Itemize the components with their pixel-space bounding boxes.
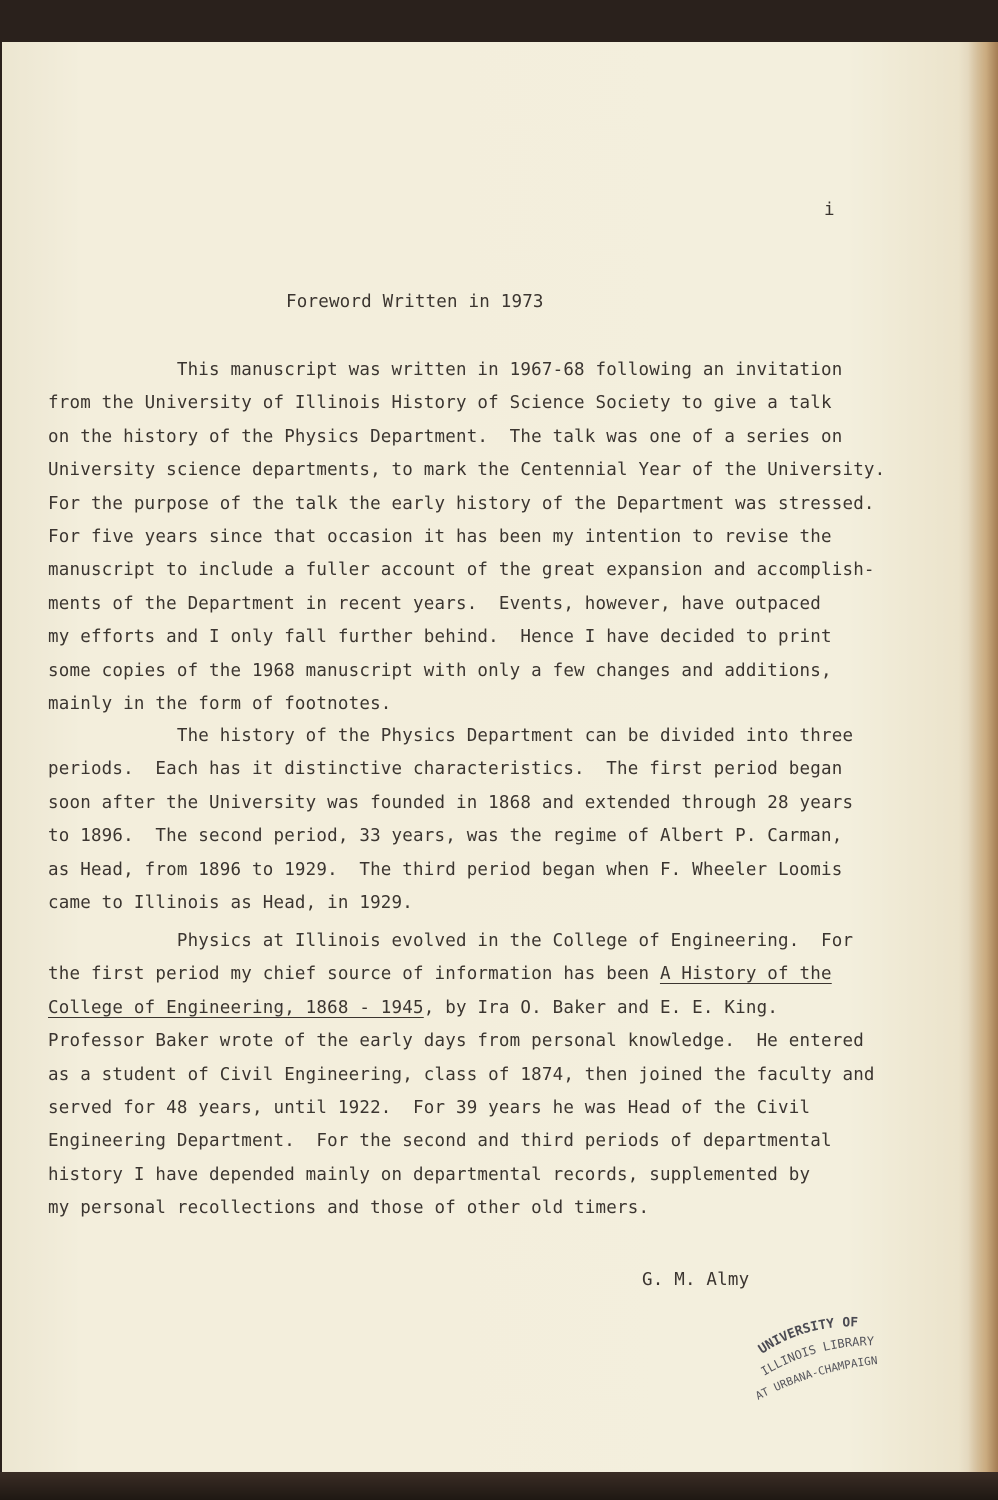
text-line <box>48 726 853 746</box>
underlined-title-segment: College of Engineering, 1868 - 1945 <box>48 997 424 1018</box>
text-segment: ments of the Department in recent years. Events, however, have outpaced <box>48 593 821 614</box>
stamp-line-2: ILLINOIS LIBRARY <box>758 1334 875 1379</box>
text-segment: manuscript to include a fuller account of the great expansion and accomplish- <box>48 560 875 581</box>
text-line <box>48 627 832 647</box>
text-line <box>48 1065 875 1085</box>
signature: G. M. Almy <box>642 1270 750 1290</box>
text-segment: history I have depended mainly on departmental records, supplemented by <box>48 1164 811 1185</box>
text-line <box>48 360 842 380</box>
text-segment: Physics at Illinois evolved in the College of Engineering. For <box>48 931 854 951</box>
text-line <box>48 393 832 413</box>
library-stamp <box>750 1310 920 1406</box>
text-line <box>48 1165 810 1185</box>
stamp-line-3: AT URBANA-CHAMPAIGN <box>753 1353 879 1403</box>
text-line <box>48 1098 810 1118</box>
text-segment: Engineering Department. For the second and third periods of departmental <box>48 1131 832 1152</box>
library-stamp-graphic <box>750 1310 920 1406</box>
text-line <box>48 893 413 913</box>
text-line <box>48 931 853 951</box>
text-line <box>48 460 885 480</box>
text-line <box>48 1031 864 1051</box>
text-line <box>48 594 821 614</box>
text-line <box>48 427 842 447</box>
text-line <box>48 661 832 681</box>
text-segment: came to Illinois as Head, in 1929. <box>48 893 414 913</box>
text-segment: the first period my chief source of information has been <box>48 964 660 985</box>
text-line <box>48 793 853 813</box>
text-line <box>48 826 842 846</box>
text-line <box>48 1198 649 1218</box>
text-line <box>48 998 778 1018</box>
scan-bottom-edge <box>0 1472 998 1500</box>
text-line <box>48 560 875 580</box>
text-line <box>48 860 842 880</box>
text-segment: my personal recollections and those of other old timers. <box>48 1198 650 1219</box>
text-segment: For the purpose of the talk the early history of the Department was stressed. <box>48 493 875 514</box>
text-line <box>48 494 875 514</box>
text-line <box>48 964 832 984</box>
text-segment: For five years since that occasion it has been my intention to revise the <box>48 527 832 547</box>
document-page <box>2 42 998 1472</box>
page-edge-shadow <box>968 42 998 1472</box>
text-line <box>48 1131 832 1151</box>
text-segment: as Head, from 1896 to 1929. The third period began when F. Wheeler Loomis <box>48 859 843 880</box>
text-segment: to 1896. The second period, 33 years, was the regime of Albert P. Carman, <box>48 826 843 847</box>
text-segment: The history of the Physics Department can be divided into three <box>48 726 854 746</box>
stamp-line-1: UNIVERSITY OF <box>755 1315 859 1358</box>
text-segment: University science departments, to mark the Centennial Year of the University. <box>48 460 886 481</box>
text-line <box>48 759 842 779</box>
page-title: Foreword Written in 1973 <box>286 292 544 312</box>
text-segment: some copies of the 1968 manuscript with only a few changes and additions, <box>48 660 832 681</box>
text-segment: mainly in the form of footnotes. <box>48 694 392 714</box>
text-segment: periods. Each has it distinctive characteristics. The first period began <box>48 759 843 780</box>
text-segment: on the history of the Physics Department. The talk was one of a series on <box>48 426 843 447</box>
page-number: i <box>824 200 835 220</box>
text-segment: This manuscript was written in 1967-68 following an invitation <box>48 360 843 380</box>
text-segment: my efforts and I only fall further behind. Hence I have decided to print <box>48 627 832 648</box>
text-segment: as a student of Civil Engineering, class of 1874, then joined the faculty and <box>48 1064 875 1085</box>
text-segment: served for 48 years, until 1922. For 39 years he was Head of the Civil <box>48 1098 811 1118</box>
text-segment: from the University of Illinois History of Science Society to give a talk <box>48 393 832 414</box>
text-line <box>48 527 832 547</box>
text-line <box>48 694 392 714</box>
underlined-title-segment: A History of the <box>659 964 832 985</box>
text-segment: Professor Baker wrote of the early days from personal knowledge. He entered <box>48 1031 864 1052</box>
text-segment: soon after the University was founded in 1868 and extended through 28 years <box>48 792 854 813</box>
text-segment: , by Ira O. Baker and E. E. King. <box>423 997 779 1018</box>
